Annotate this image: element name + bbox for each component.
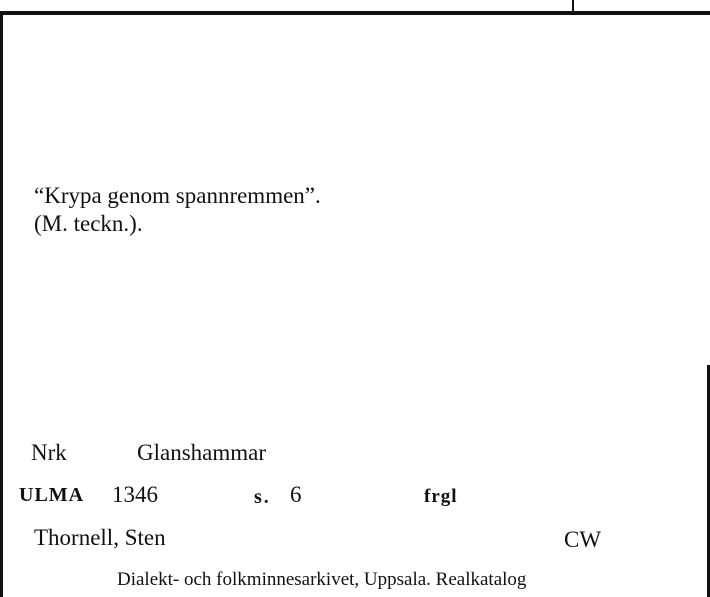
page-number: 6 <box>290 482 302 507</box>
record-type: frgl <box>424 486 458 507</box>
archive-code: ULMA <box>19 484 85 506</box>
place-name: Glanshammar <box>137 440 267 465</box>
card-note: (M. teckn.). <box>34 211 143 236</box>
recorder-initials: CW <box>564 527 602 552</box>
top-right-tab <box>572 0 710 13</box>
card-footer: Dialekt- och folkminnesarkivet, Uppsala. Realkatalog <box>117 569 527 590</box>
collector-name: Thornell, Sten <box>34 525 166 550</box>
page-label: s. <box>254 486 271 508</box>
accession-number: 1346 <box>112 482 158 507</box>
region-code: Nrk <box>31 440 67 465</box>
card-title: “Krypa genom spannremmen”. <box>34 183 321 208</box>
left-border <box>0 11 3 597</box>
